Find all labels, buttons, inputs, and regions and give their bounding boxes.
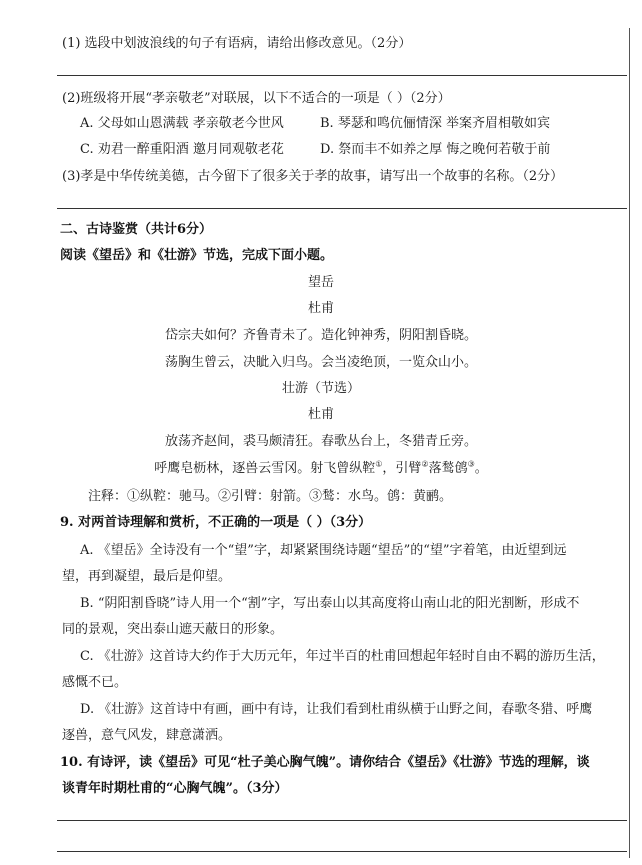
- question-9-stem: 9. 对两首诗理解和赏析，不正确的一项是（ ）（3分）: [60, 515, 372, 530]
- question-1-1: (1) 选段中划波浪线的句子有语病，请给出修改意见。（2分）: [62, 36, 412, 51]
- q9-option-a-cont: 望，再到凝望，最后是仰望。: [62, 569, 232, 584]
- q9-option-b-cont: 同的景观，突出泰山遮天蔽日的形象。: [62, 622, 284, 637]
- poem2-line: 放荡齐赵间，裘马颇清狂。春歌丛台上，冬猎青丘旁。: [164, 434, 477, 449]
- option-b: B. 琴瑟和鸣伉俪情深 举案齐眉相敬如宾: [320, 116, 550, 131]
- q9-option-a: A. 《望岳》全诗没有一个“望”字，却紧紧围绕诗题“望岳”的“望”字着笔，由近望到远: [80, 543, 567, 558]
- poem-notes: 注释：①纵鞚：驰马。②引臂：射箭。③鹙：水鸟。鸧：黄鹂。: [88, 489, 453, 504]
- question-10-cont: 谈青年时期杜甫的“心胸气魄”。（3分）: [62, 781, 288, 796]
- q9-option-c-cont: 感慨不已。: [62, 675, 128, 690]
- footnote-marker: ③: [467, 459, 475, 469]
- q9-option-d-cont: 逐兽，意气风发，肆意潇洒。: [62, 728, 232, 743]
- q9-option-d: D. 《壮游》这首诗中有画，画中有诗，让我们看到杜甫纵横于山野之间，春歌冬猎、呼鹰: [80, 702, 593, 717]
- poem2-line: 呼鹰皂枥林，逐兽云雪冈。射飞曾纵鞚①，引臂②落鹙鸧③。: [154, 459, 488, 476]
- answer-line: [57, 75, 627, 76]
- question-1-2: (2)班级将开展“孝亲敬老”对联展，以下不适合的一项是（ ）（2分）: [62, 91, 451, 106]
- poem1-title: 望岳: [307, 275, 334, 290]
- poem1-line: 岱宗夫如何？齐鲁青未了。造化钟神秀，阴阳割昏晓。: [164, 328, 477, 343]
- question-10: 10. 有诗评，读《望岳》可见“杜子美心胸气魄”。请你结合《望岳》《壮游》节选的理解，谈: [60, 755, 590, 770]
- q9-option-b: B. “阴阳割昏晓”诗人用一个“割”字，写出泰山以其高度将山南山北的阳光割断，形成不: [80, 596, 580, 611]
- option-c: C. 劝君一醉重阳酒 邀月同观敬老花: [80, 142, 284, 157]
- answer-line: [57, 851, 627, 852]
- poem1-line: 荡胸生曾云，决眦入归鸟。会当凌绝顶，一览众山小。: [164, 355, 477, 370]
- poem2-author: 杜甫: [307, 407, 334, 422]
- poem2-title: 壮游（节选）: [281, 381, 360, 396]
- option-d: D. 祭而丰不如养之厚 悔之晚何若敬于前: [320, 142, 551, 157]
- option-a: A. 父母如山恩满载 孝亲敬老今世风: [80, 116, 284, 131]
- poem1-author: 杜甫: [307, 301, 334, 316]
- q9-option-c: C. 《壮游》这首诗大约作于大历元年，年过半百的杜甫回想起年轻时自由不羁的游历生活，: [80, 649, 605, 664]
- section-title: 二、古诗鉴赏（共计6分）: [60, 222, 213, 237]
- answer-line: [57, 820, 627, 821]
- footnote-marker: ②: [421, 459, 429, 469]
- section-instruction: 阅读《望岳》和《壮游》节选，完成下面小题。: [60, 248, 334, 263]
- question-1-3: (3)孝是中华传统美德，古今留下了很多关于孝的故事，请写出一个故事的名称。（2分）: [62, 169, 564, 184]
- answer-line: [57, 208, 627, 209]
- footnote-marker: ①: [375, 459, 383, 469]
